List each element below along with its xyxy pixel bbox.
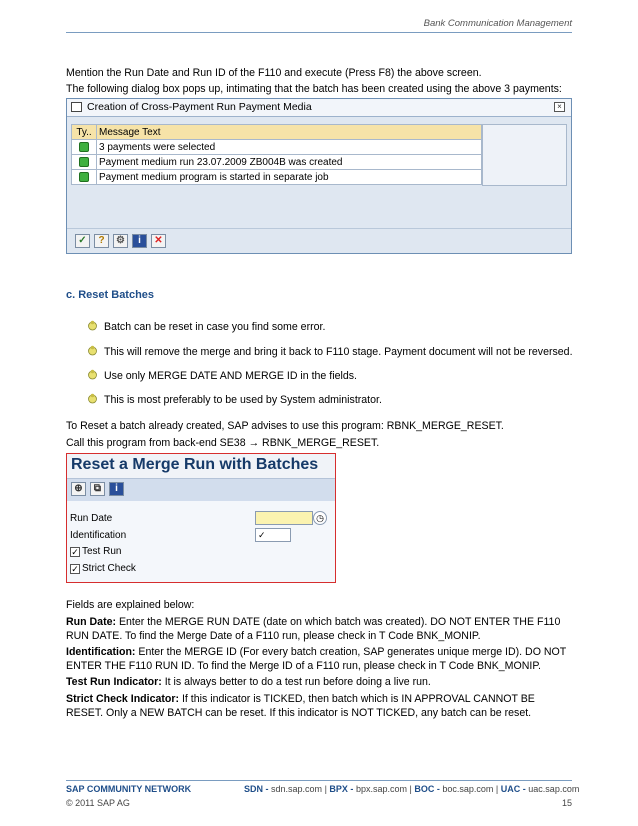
- page-header-title: Bank Communication Management: [423, 18, 572, 29]
- message-text: 3 payments were selected: [97, 140, 482, 155]
- status-green-icon: [79, 157, 89, 167]
- reset-paragraph-1: To Reset a batch already created, SAP advises to use this program: RBNK_MERGE_RESET.: [66, 420, 504, 432]
- run-date-field[interactable]: [255, 511, 313, 525]
- status-green-icon: [79, 142, 89, 152]
- footer-links: [244, 784, 579, 794]
- fields-intro: Fields are explained below:: [66, 599, 195, 611]
- screen-toolbar: [67, 478, 335, 502]
- status-cell: [72, 155, 97, 170]
- dialog-title-bar: [67, 99, 571, 117]
- status-cell: [72, 170, 97, 185]
- bullet-text: This will remove the merge and bring it back to F110 stage. Payment document will not be reversed.: [104, 346, 573, 358]
- message-table-scroll-area[interactable]: [482, 124, 567, 186]
- page-number: 15: [561, 798, 572, 808]
- footer-uac-label: UAC -: [500, 784, 526, 794]
- strict-check-text: If this indicator is TICKED, then batch which is IN APPROVAL CANNOT BE RESET. Only a NEW BATCH can be reset. If this indicator is NOT TICKED, any batch can be reset.: [66, 693, 535, 719]
- bullet-text: Use only MERGE DATE AND MERGE ID in the fields.: [104, 370, 357, 382]
- footer-separator: |: [409, 784, 412, 794]
- bullet-icon: [87, 320, 98, 331]
- test-run-term: Test Run Indicator:: [66, 676, 162, 688]
- bullet-icon: [87, 369, 98, 380]
- run-date-term: Run Date:: [66, 616, 117, 628]
- identification-field[interactable]: ✓: [255, 528, 291, 542]
- message-text: Payment medium run 23.07.2009 ZB004B was created: [97, 155, 482, 170]
- status-cell: [72, 140, 97, 155]
- footer-divider: [66, 780, 572, 781]
- intro-paragraph-1: Mention the Run Date and Run ID of the F110 and execute (Press F8) the above screen.: [66, 67, 482, 79]
- cancel-icon[interactable]: ✕: [151, 234, 166, 248]
- test-run-checkbox[interactable]: ✓: [71, 547, 79, 557]
- identification-explanation: [66, 645, 572, 673]
- table-row[interactable]: [72, 170, 482, 185]
- message-text: Payment medium program is started in separate job: [97, 170, 482, 185]
- info-icon[interactable]: i: [132, 234, 147, 248]
- footer-copyright: © 2011 SAP AG: [66, 798, 130, 808]
- strict-check-checkbox[interactable]: ✓: [71, 564, 79, 574]
- selection-screen: [67, 501, 335, 582]
- footer-separator: |: [495, 784, 499, 794]
- test-run-text: It is always better to do a test run before doing a live run.: [161, 676, 431, 688]
- footer-boc-label: BOC -: [414, 784, 440, 794]
- payment-media-dialog: [66, 98, 572, 254]
- execute-icon[interactable]: ⊕: [71, 482, 86, 496]
- footer-separator: |: [324, 784, 327, 794]
- message-table: [71, 124, 482, 185]
- intro-paragraph-2: The following dialog box pops up, intimating that the batch has been created using the above 3 payments:: [66, 83, 562, 95]
- screen-title-bar: [67, 454, 335, 478]
- footer-network: SAP COMMUNITY NETWORK: [66, 784, 192, 794]
- info-icon[interactable]: i: [109, 482, 124, 496]
- copy-icon[interactable]: ⧉: [90, 482, 105, 496]
- identification-label: Identification: [70, 530, 127, 541]
- bullet-icon: [87, 393, 98, 404]
- reset-paragraph-2: Call this program from back-end SE38 → RBNK_MERGE_RESET.: [66, 437, 380, 449]
- status-green-icon: [79, 172, 89, 182]
- footer-sdn-link[interactable]: sdn.sap.com: [271, 784, 323, 794]
- bullet-text: This is most preferably to be used by System administrator.: [104, 394, 382, 406]
- dialog-toolbar: [67, 228, 571, 253]
- section-heading: c. Reset Batches: [66, 289, 155, 301]
- table-row[interactable]: [72, 155, 482, 170]
- footer-bpx-label: BPX -: [329, 784, 354, 794]
- footer-sdn-label: SDN -: [244, 784, 269, 794]
- bullet-text: Batch can be reset in case you find some error.: [104, 321, 326, 333]
- header-divider: [66, 32, 572, 33]
- strict-check-label: Strict Check: [82, 563, 136, 574]
- reset-merge-run-screen: [66, 453, 336, 583]
- run-date-explanation: [66, 615, 572, 643]
- identification-term: Identification:: [66, 646, 136, 658]
- column-header-type[interactable]: Ty..: [72, 125, 97, 140]
- settings-icon[interactable]: ⚙: [113, 234, 128, 248]
- dialog-title: Creation of Cross-Payment Run Payment Media: [87, 101, 312, 113]
- footer-uac-link[interactable]: uac.sap.com: [528, 784, 580, 794]
- run-date-label: Run Date: [70, 513, 113, 524]
- run-date-text: Enter the MERGE RUN DATE (date on which batch was created). DO NOT ENTER THE F110 RUN DATE. To find the Merge Date of a F110 run, please check in T Code BNK_MONIP.: [66, 616, 561, 642]
- check-button-icon[interactable]: ✓: [75, 234, 90, 248]
- column-header-message[interactable]: Message Text: [97, 125, 482, 140]
- identification-text: Enter the MERGE ID (For every batch creation, SAP generates unique merge ID). DO NOT ENTER THE F110 RUN ID. To find the Merge ID of a F110 run, please check in T Code BNK_MONIP.: [66, 646, 567, 672]
- dialog-icon: [71, 102, 82, 112]
- footer-bpx-link[interactable]: bpx.sap.com: [355, 784, 407, 794]
- table-row[interactable]: [72, 140, 482, 155]
- help-icon[interactable]: ?: [94, 234, 109, 248]
- message-table-header: [72, 125, 482, 140]
- strict-check-term: Strict Check Indicator:: [66, 693, 180, 705]
- test-run-label: Test Run: [82, 546, 122, 557]
- test-run-explanation: [66, 675, 572, 689]
- strict-check-explanation: [66, 692, 572, 720]
- bullet-icon: [87, 345, 98, 356]
- calendar-icon[interactable]: ◷: [313, 511, 327, 525]
- screen-title: Reset a Merge Run with Batches: [71, 456, 319, 473]
- footer-boc-link[interactable]: boc.sap.com: [442, 784, 494, 794]
- close-icon[interactable]: ×: [554, 102, 565, 112]
